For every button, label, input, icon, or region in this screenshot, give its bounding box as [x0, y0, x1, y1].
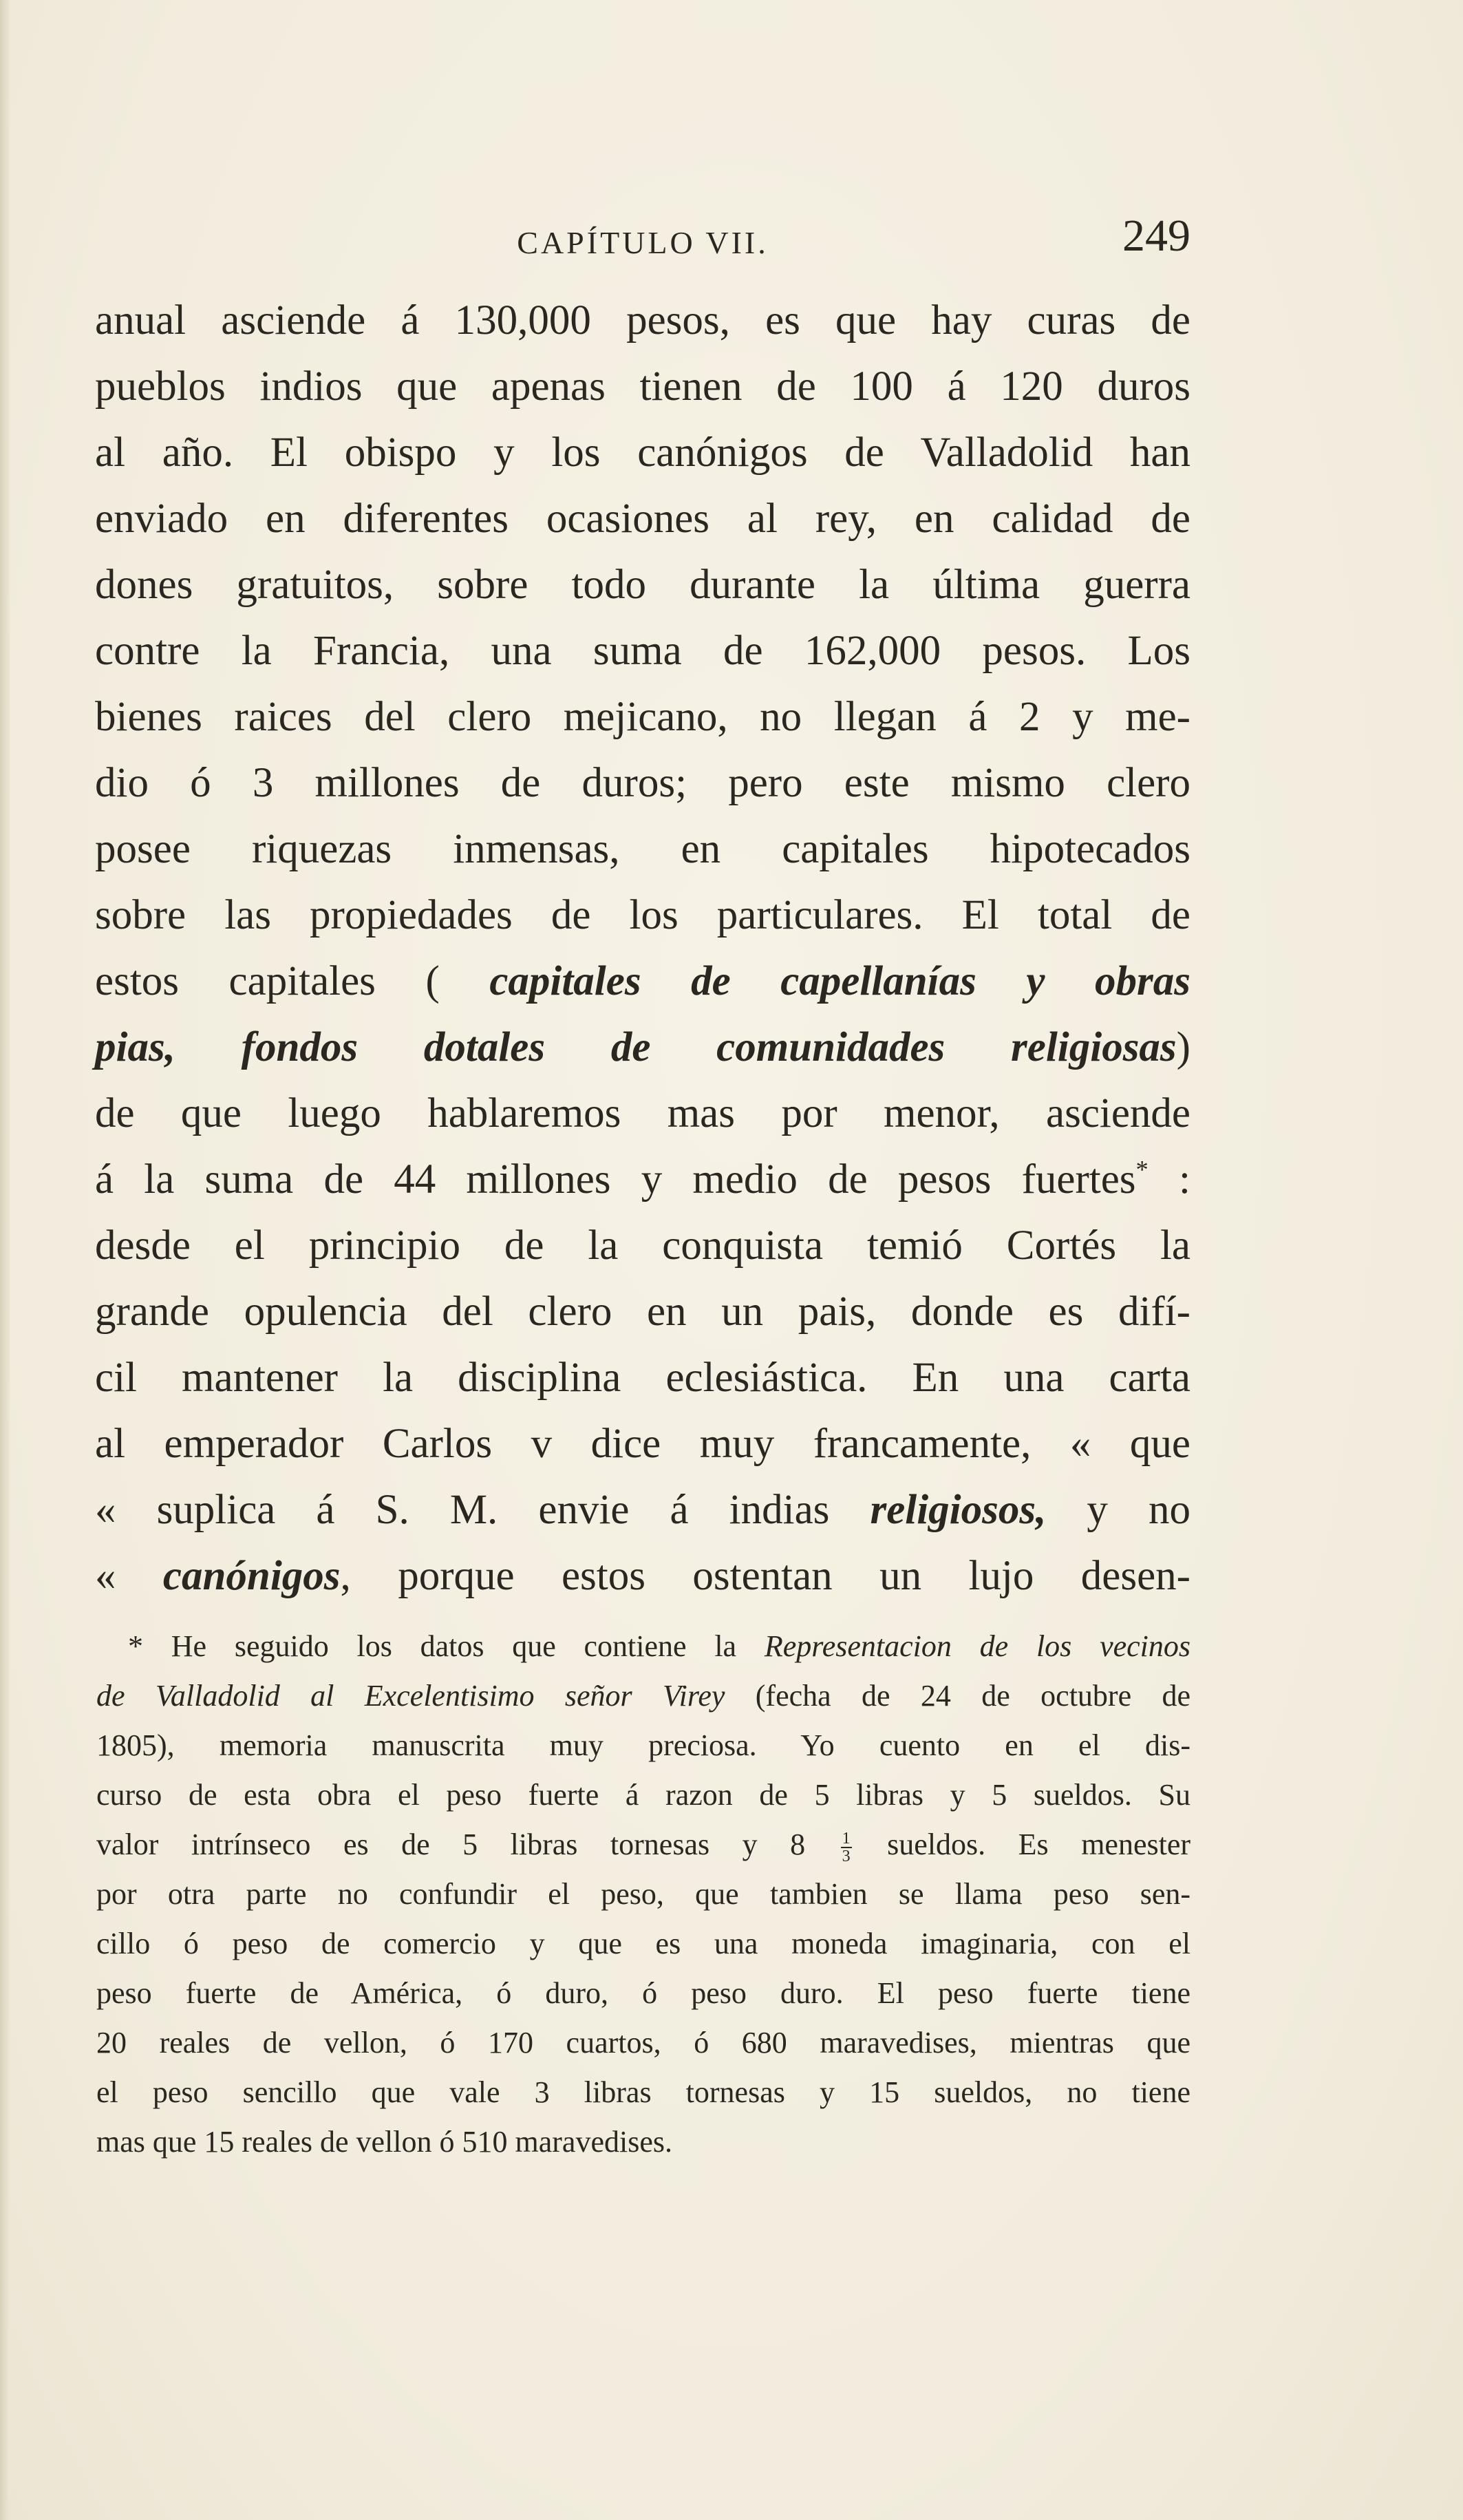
footnote-line: cillo ó peso de comercio y que es una moneda imaginaria, con el: [96, 1927, 1190, 1960]
text-line: al año. El obispo y los canónigos de Valladolid han: [95, 430, 1190, 476]
footnote-line: peso fuerte de América, ó duro, ó peso duro. El peso fuerte tiene: [96, 1976, 1190, 2010]
text-line: pias, fondos dotales de comunidades religiosas): [95, 1024, 1190, 1070]
text-line: estos capitales ( capitales de capellanías y obras: [95, 958, 1191, 1004]
footnote-marker: *: [128, 1629, 143, 1663]
italic-phrase: religiosos,: [870, 1487, 1047, 1533]
text-line: grande opulencia del clero en un pais, donde es difí-: [95, 1289, 1190, 1335]
footnote-line: valor intrínseco es de 5 libras tornesas y 8 $\frac{1}{3}$ sueldos. Es menester: [96, 1828, 1191, 1865]
page-binding-edge: [0, 0, 10, 2520]
text-line: « suplica á S. M. envie á indias religiosos, y no: [95, 1487, 1190, 1533]
text-line: de que luego hablaremos mas por menor, asciende: [95, 1090, 1190, 1136]
running-head: CAPÍTULO VII.: [517, 225, 769, 260]
footnote-line: 1805), memoria manuscrita muy preciosa. Yo cuento en el dis-: [96, 1728, 1190, 1762]
text-line: anual asciende á 130,000 pesos, es que hay curas de: [95, 297, 1190, 343]
text-line: cil mantener la disciplina eclesiástica. En una carta: [95, 1355, 1190, 1401]
footnote-line: * He seguido los datos que contiene la Representacion de los vecinos: [128, 1629, 1191, 1663]
text-line: al emperador Carlos v dice muy francamente, « que: [95, 1421, 1190, 1467]
italic-phrase: capitales de capellanías y obras: [489, 958, 1191, 1004]
italic-phrase: pias, fondos dotales de comunidades religiosas: [95, 1024, 1177, 1070]
text-line: bienes raices del clero mejicano, no llegan á 2 y me-: [95, 694, 1190, 740]
text-line: sobre las propiedades de los particulares. El total de: [95, 892, 1190, 938]
footnote: [96, 1622, 1190, 2167]
italic-phrase: Representacion de los vecinos: [764, 1629, 1191, 1663]
text-line: desde el principio de la conquista temió Cortés la: [95, 1222, 1190, 1269]
text-line: « canónigos, porque estos ostentan un lujo desen-: [95, 1553, 1190, 1599]
text-line: posee riquezas inmensas, en capitales hipotecados: [95, 826, 1190, 872]
italic-phrase: canónigos: [162, 1553, 341, 1599]
text-line: dio ó 3 millones de duros; pero este mismo clero: [95, 760, 1190, 806]
text-line: á la suma de 44 millones y medio de pesos fuertes* :: [95, 1155, 1190, 1203]
text-line: pueblos indios que apenas tienen de 100 á 120 duros: [95, 363, 1190, 410]
main-text: [95, 288, 1190, 1609]
footnote-line: el peso sencillo que vale 3 libras tornesas y 15 sueldos, no tiene: [96, 2075, 1190, 2109]
italic-phrase: de Valladolid al Excelentisimo señor Virey: [96, 1679, 725, 1713]
fraction: $\frac{1}{3}$: [842, 1829, 851, 1865]
text-line: contre la Francia, una suma de 162,000 pesos. Los: [95, 628, 1190, 674]
footnote-line: por otra parte no confundir el peso, que tambien se llama peso sen-: [96, 1877, 1190, 1911]
page-number: 249: [1122, 211, 1190, 261]
footnote-line: de Valladolid al Excelentisimo señor Virey (fecha de 24 de octubre de: [96, 1679, 1191, 1713]
footnote-line: 20 reales de vellon, ó 170 cuartos, ó 680 maravedises, mientras que: [96, 2026, 1190, 2060]
text-line: dones gratuitos, sobre todo durante la última guerra: [95, 562, 1190, 608]
page-header: [95, 204, 1190, 266]
footnote-line: curso de esta obra el peso fuerte á razon de 5 libras y 5 sueldos. Su: [96, 1778, 1190, 1812]
footnote-line: mas que 15 reales de vellon ó 510 maravedises.: [96, 2125, 672, 2159]
text-line: enviado en diferentes ocasiones al rey, en calidad de: [95, 496, 1190, 542]
footnote-reference: *: [1135, 1155, 1149, 1184]
